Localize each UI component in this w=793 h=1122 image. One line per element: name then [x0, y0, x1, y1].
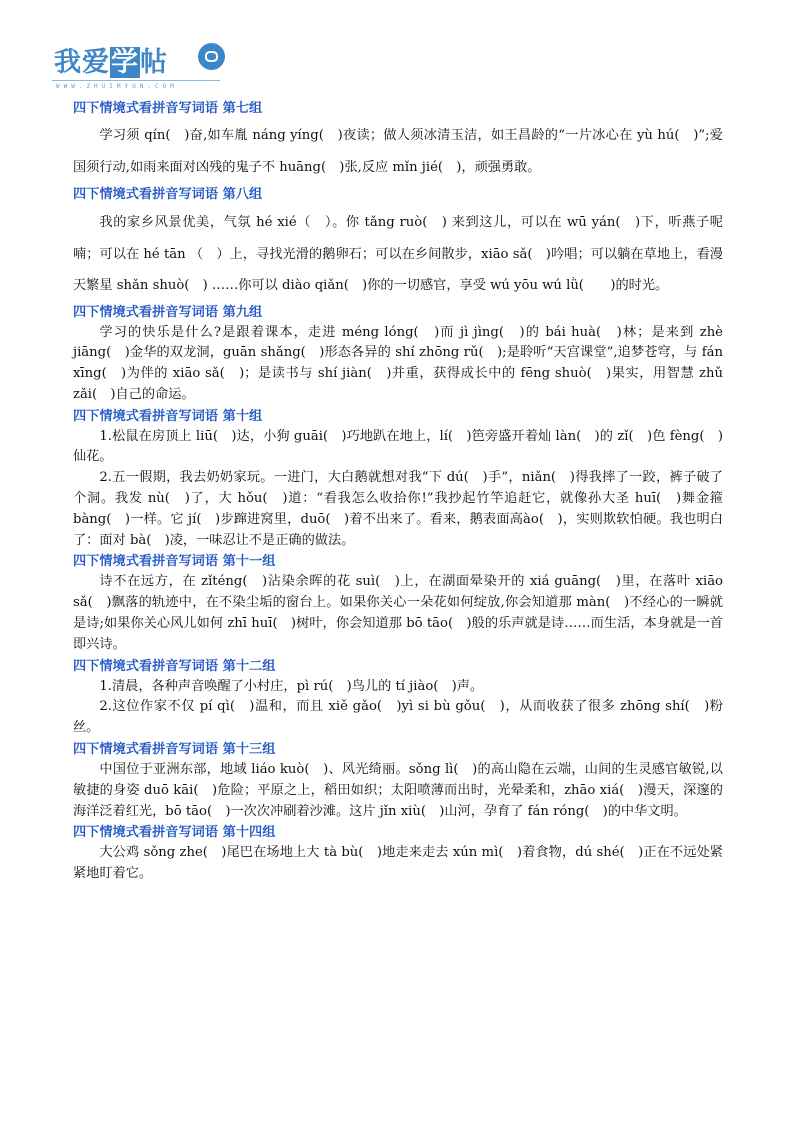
logo-text-post: 帖	[140, 47, 168, 78]
section-group-7	[73, 98, 723, 183]
section-group-14	[73, 822, 723, 885]
exercise-paragraph: 学习须 qín( )奋,如车胤 náng yíng( )夜读；做人须冰清玉洁，如王昌龄的“一片冰心在 yù hú( )”;爱国须行动,如雨来面对凶残的鬼子不 huāng( )张,反应 mǐn jié( )，顽强勇敢。	[73, 128, 723, 175]
logo-text-pre: 我爱	[54, 47, 110, 78]
exercise-paragraph: 学习的快乐是什么?是跟着课本，走进 méng lóng( )而 jì jìng( )的 bái huà( )林；是来到 zhè jiāng( )金华的双龙洞，guān shǎng( )形态各异的 shí zhōng rǔ( );是聆听“天宫课堂”,追梦苍穹，与 fán xīng( )为伴的 xiāo sǎ( )；是读书与 shí jiàn( )并重，获得成长中的 fēng shuò( )果实，用智慧 zhǔ zǎi( )自己的命运。	[73, 324, 723, 402]
logo-divider	[52, 80, 220, 81]
section-group-9	[73, 302, 723, 406]
logo-badge-icon	[198, 43, 225, 70]
section-title: 四下情境式看拼音写词语 第十三组	[73, 742, 276, 758]
site-logo[interactable]	[54, 40, 168, 79]
exercise-paragraph: 诗不在远方，在 zǐténg( )沾染余晖的花 suì( )上，在湖面晕染开的 xiá guāng( )里，在落叶 xiāo sǎ( )飘落的轨迹中，在不染尘垢的窗台上。如果你关心一朵花如何绽放,你会知道那 màn( )不经心的一瞬就是诗;如果你关心风儿如何 zhī huī( )树叶，你会知道那 bō tāo( )般的乐声就是诗……而生活，本身就是一首即兴诗。	[73, 574, 723, 652]
section-title: 四下情境式看拼音写词语 第十四组	[73, 825, 276, 841]
section-group-13	[73, 739, 723, 822]
section-title: 四下情境式看拼音写词语 第七组	[73, 101, 263, 116]
section-group-10	[73, 406, 723, 552]
logo-subtitle: WWW.ZHUIMYUN.COM	[56, 83, 178, 90]
exercise-paragraph: 大公鸡 sǒng zhe( )尾巴在场地上大 tà bù( )地走来走去 xún mì( )着食物，dú shé( )正在不远处紧紧地盯着它。	[73, 845, 723, 882]
section-title: 四下情境式看拼音写词语 第九组	[73, 304, 263, 320]
site-header	[52, 34, 262, 94]
exercise-paragraph: 1.清晨，各种声音唤醒了小村庄，pì rú( )鸟儿的 tí jiào( )声。	[99, 678, 484, 694]
section-title: 四下情境式看拼音写词语 第十组	[73, 408, 263, 424]
section-group-8	[73, 183, 723, 302]
section-group-12	[73, 656, 723, 739]
exercise-paragraph: 2.五一假期，我去奶奶家玩。一进门，大白鹅就想对我“下 dú( )手”，niǎn( )得我摔了一跤，裤子破了个洞。我发 nù( )了，大 hǒu( )道：“看我怎么收拾你!”我抄起竹竿追赶它，就像孙大圣 huī( )舞金箍 bàng( )一样。它 jí( )步蹿进窝里，duō( )着不出来了。看来，鹅表面高ào( )，实则欺软怕硬。我也明白了：面对 bà( )凌，一味忍让不是正确的做法。	[73, 470, 723, 548]
exercise-paragraph: 2.这位作家不仅 pí qì( )温和，而且 xiě gǎo( )yì si bù gǒu( )，从而收获了很多 zhōng shí( )粉丝。	[73, 699, 723, 736]
section-title: 四下情境式看拼音写词语 第十一组	[73, 554, 276, 570]
worksheet-content	[73, 98, 723, 885]
section-title: 四下情境式看拼音写词语 第八组	[73, 187, 263, 202]
exercise-paragraph: 中国位于亚洲东部，地域 liáo kuò( )、风光绮丽。sǒng lì( )的高山隐在云端，山间的生灵感官敏锐,以敏捷的身姿 duō kāi( )危险；平原之上，稻田如织；太阳喷薄而出时，光晕柔和，zhāo xiá( )漫天，深邃的海洋泛着红光，bō tāo( )一次次冲刷着沙滩。这片 jǐn xiù( )山河，孕育了 fán róng( )的中华文明。	[73, 762, 723, 819]
logo-text-highlight: 学	[111, 47, 139, 78]
section-group-11	[73, 551, 723, 655]
section-title: 四下情境式看拼音写词语 第十二组	[73, 658, 276, 674]
exercise-paragraph: 1.松鼠在房顶上 liū( )达，小狗 guāi( )巧地趴在地上，lí( )笆旁盛开着灿 làn( )的 zǐ( )色 fèng( )仙花。	[73, 428, 723, 465]
exercise-paragraph: 我的家乡风景优美，气氛 hé xié（ ）。你 tǎng ruò( ) 来到这儿，可以在 wū yán( )下，听燕子呢喃；可以在 hé tān （ ）上，寻找光滑的鹅卵石；可以在乡间散步，xiāo sǎ( )吟唱；可以躺在草地上，看漫天繁星 shǎn shuò( ) ……你可以 diào qiǎn( )你的一切感官，享受 wú yōu wú lǜ( )的时光。	[73, 215, 723, 293]
